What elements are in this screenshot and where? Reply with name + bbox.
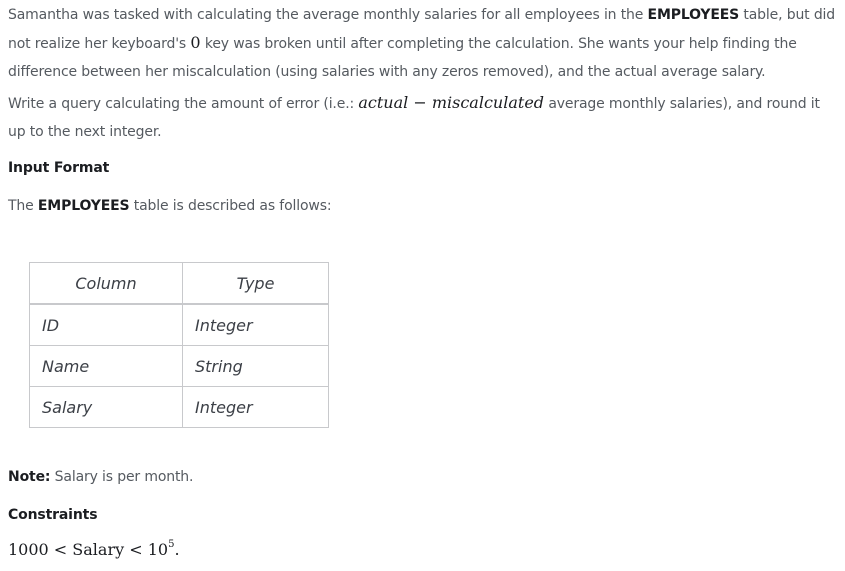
schema-header-row bbox=[30, 263, 329, 305]
column-name-cell: Salary bbox=[30, 387, 183, 428]
desc-prefix: The bbox=[8, 198, 38, 214]
task-text-2: average monthly salaries), and round it up to the next integer. bbox=[8, 96, 820, 140]
intro-text-2: table, but did not realize her keyboard's bbox=[8, 7, 836, 52]
constraint-exponent: 5 bbox=[168, 538, 175, 550]
salary-constraint bbox=[8, 540, 180, 559]
employees-table-name: EMPLOYEES bbox=[647, 7, 740, 23]
column-name-cell: Name bbox=[30, 346, 183, 387]
note-label: Note: bbox=[8, 469, 51, 485]
input-format-heading: Input Format bbox=[8, 160, 110, 176]
zero-key-math: 0 bbox=[190, 33, 201, 52]
note-text: Salary is per month. bbox=[50, 469, 194, 485]
table-row bbox=[30, 304, 329, 346]
table-row bbox=[30, 346, 329, 387]
task-paragraph bbox=[8, 89, 838, 146]
task-text-1: Write a query calculating the amount of error (i.e.: bbox=[8, 96, 359, 112]
constraint-expression: 1000 < Salary < 10 bbox=[8, 540, 169, 559]
intro-text-3: key was broken until after completing the calculation. She wants your help finding the difference between her miscalculation (using salaries with any zeros removed), and the actual average salary. bbox=[8, 36, 797, 80]
intro-text-1: Samantha was tasked with calculating the average monthly salaries for all employees in the bbox=[8, 7, 648, 23]
table-row bbox=[30, 387, 329, 428]
note-line bbox=[8, 469, 193, 485]
column-type-cell: Integer bbox=[183, 387, 329, 428]
math-actual: actual bbox=[358, 93, 409, 112]
column-type-cell: String bbox=[183, 346, 329, 387]
column-name-cell: ID bbox=[30, 304, 183, 346]
type-header: Type bbox=[183, 263, 329, 305]
desc-table-name: EMPLOYEES bbox=[37, 198, 130, 214]
math-minus: − bbox=[408, 93, 432, 112]
desc-suffix: table is described as follows: bbox=[129, 198, 332, 214]
constraint-period: . bbox=[174, 540, 180, 559]
math-miscalculated: miscalculated bbox=[431, 93, 545, 112]
constraints-heading: Constraints bbox=[8, 507, 98, 523]
input-format-description bbox=[8, 198, 331, 214]
column-header: Column bbox=[30, 263, 183, 305]
schema-table bbox=[29, 262, 329, 428]
column-type-cell: Integer bbox=[183, 304, 329, 346]
intro-paragraph bbox=[8, 1, 838, 86]
